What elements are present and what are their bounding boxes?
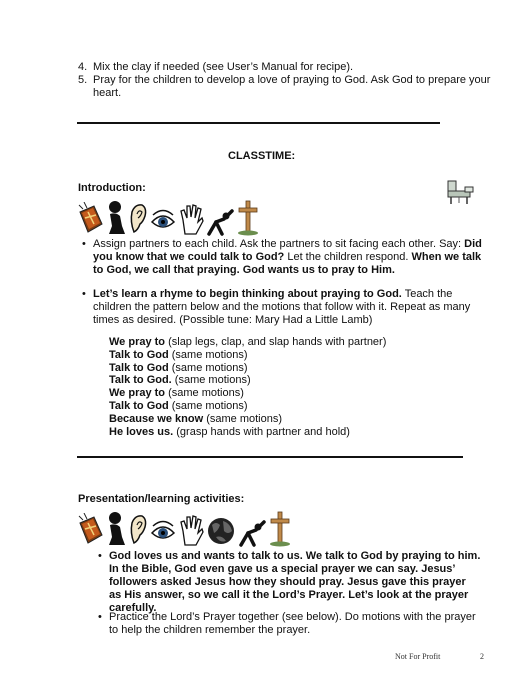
section-heading: Introduction: bbox=[78, 182, 146, 194]
cross-icon bbox=[236, 200, 260, 236]
intro-paragraph-2: Let’s learn a rhyme to begin thinking about praying to God. Teach the children the pattern below and the motions that follow with it. Repeat as many times as desired. (Possible tune: Mary Had a Little Lamb) bbox=[93, 288, 471, 326]
hand-icon bbox=[178, 513, 204, 547]
icon-row bbox=[78, 511, 292, 547]
divider bbox=[77, 456, 463, 458]
eye-icon bbox=[150, 202, 176, 236]
bullet-dot: • bbox=[82, 288, 86, 300]
presentation-paragraph-2: Practice the Lord’s Prayer together (see below). Do motions with the prayer to help the children remember the prayer. bbox=[109, 611, 476, 636]
rhyme-block bbox=[109, 336, 469, 438]
rhyme-line: We pray to (slap legs, clap, and slap hands with partner) bbox=[109, 336, 387, 348]
hand-icon bbox=[178, 202, 204, 236]
cross-icon bbox=[268, 511, 292, 547]
divider bbox=[77, 122, 440, 124]
rhyme-line: Talk to God (same motions) bbox=[109, 361, 248, 374]
chair-icon bbox=[445, 178, 478, 206]
section-title: CLASSTIME: bbox=[228, 150, 296, 162]
rhyme-line: Talk to God. (same motions) bbox=[109, 374, 251, 387]
rhyme-line: We pray to (same motions) bbox=[109, 387, 244, 400]
list-item-text: Mix the clay if needed (see User’s Manual for recipe). bbox=[93, 61, 354, 73]
rhyme-line: He loves us. (grasp hands with partner and hold) bbox=[109, 425, 350, 438]
icon-row bbox=[78, 200, 260, 236]
bullet-dot: • bbox=[82, 238, 86, 250]
ear-icon bbox=[128, 513, 148, 547]
bible-icon bbox=[78, 513, 104, 547]
eye-icon bbox=[150, 513, 176, 547]
ear-icon bbox=[128, 202, 148, 236]
list-number: 4. bbox=[78, 61, 88, 73]
stretching-person-icon bbox=[206, 202, 234, 236]
bullet-dot: • bbox=[98, 611, 102, 623]
globe-icon bbox=[206, 513, 236, 547]
rhyme-line: Talk to God (same motions) bbox=[109, 399, 248, 412]
page-number: 2 bbox=[480, 652, 484, 661]
kneeling-child-icon bbox=[106, 511, 126, 547]
list-number: 5. bbox=[78, 74, 88, 86]
bullet-dot: • bbox=[98, 550, 102, 562]
rhyme-line: Because we know (same motions) bbox=[109, 412, 283, 425]
footer-text: Not For Profit bbox=[395, 652, 441, 661]
presentation-paragraph-1: God loves us and wants to talk to us. We talk to God by praying to him. In the Bible, God even gave us a special prayer we can say. Jesus’ followers asked Jesus how they should pray. Jesus gave this prayer as His answer, so we call it the Lord’s Prayer. Let’s look at the prayer carefully. bbox=[109, 550, 481, 614]
rhyme-line: Talk to God (same motions) bbox=[109, 348, 248, 361]
stretching-person-icon bbox=[238, 513, 266, 547]
kneeling-child-icon bbox=[106, 200, 126, 236]
section-heading: Presentation/learning activities: bbox=[78, 493, 245, 505]
bible-icon bbox=[78, 202, 104, 236]
intro-paragraph-1: Assign partners to each child. Ask the partners to sit facing each other. Say: Did you know that we could talk to God? Let the children respond. When we talk to God, we call that praying. God wants us to pray to Him. bbox=[93, 238, 482, 276]
list-item-text: Pray for the children to develop a love of praying to God. Ask God to prepare your heart. bbox=[93, 74, 491, 99]
